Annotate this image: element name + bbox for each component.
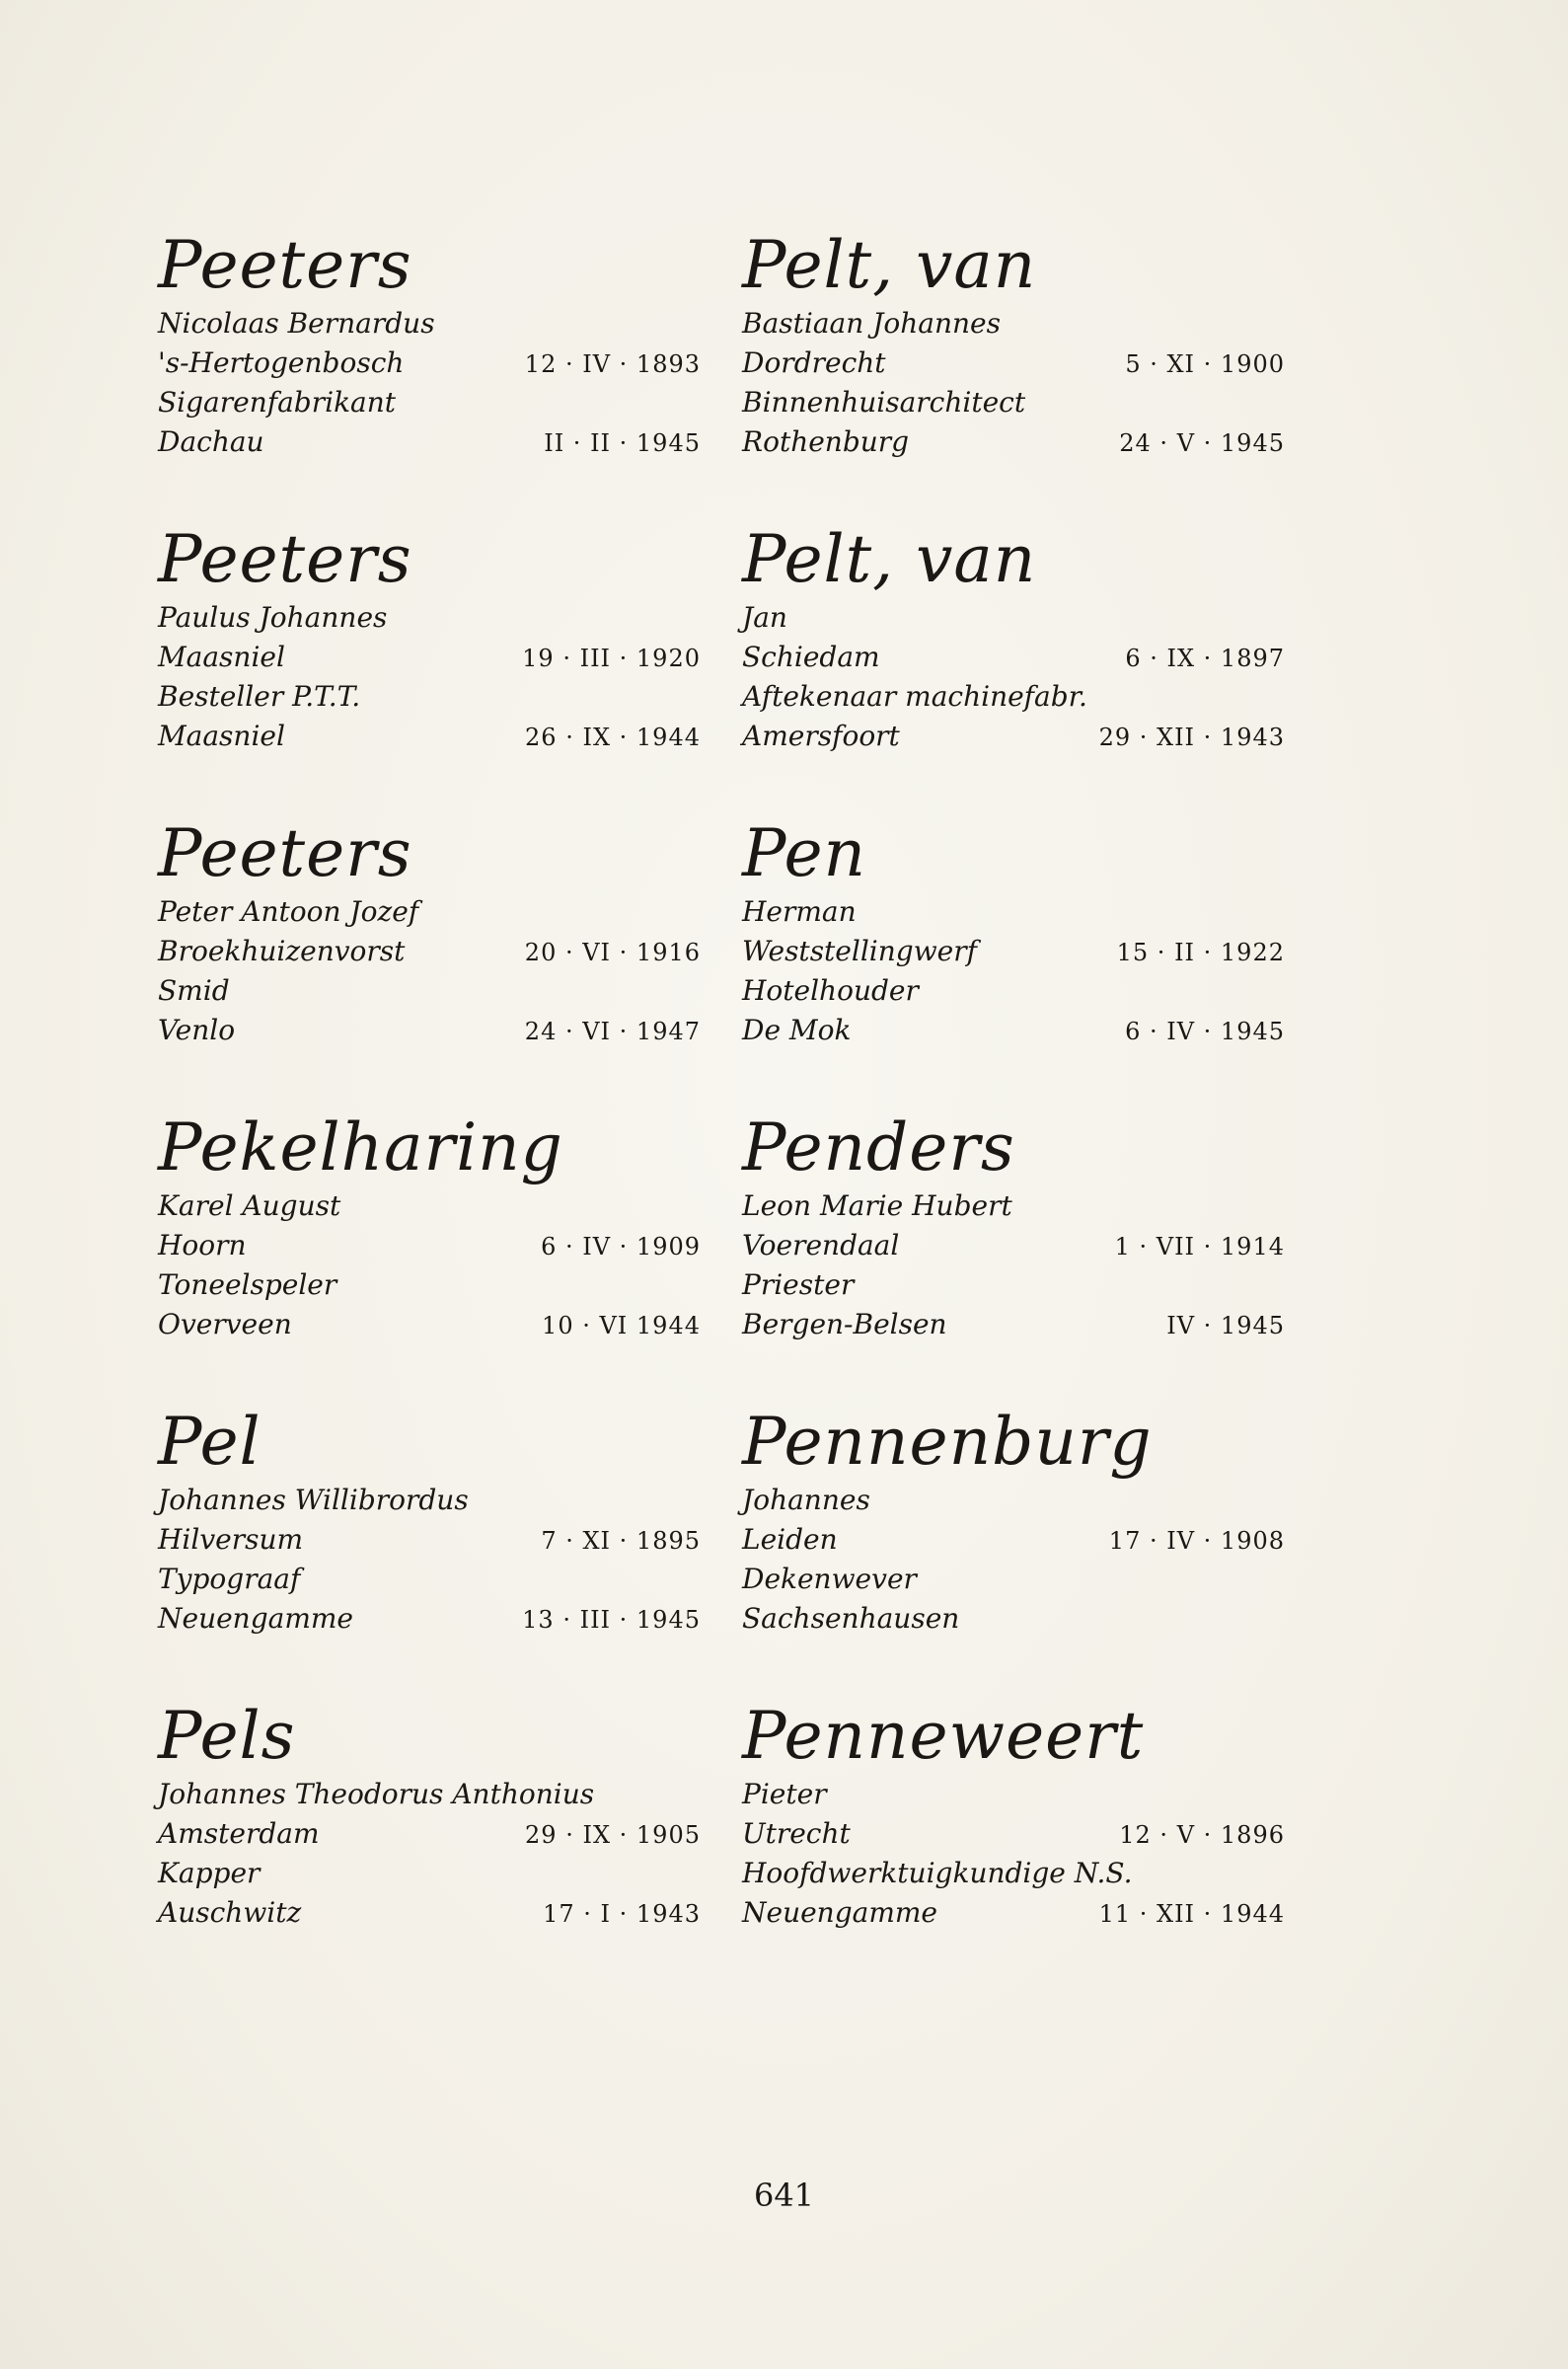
birth-date: 15 · II · 1922 — [1116, 939, 1285, 966]
death-date: II · II · 1945 — [544, 429, 701, 457]
memorial-entry — [158, 774, 710, 1068]
surname-heading: Peeters — [158, 521, 412, 597]
given-names-line — [742, 1186, 1295, 1226]
death-date: 10 · VI 1944 — [542, 1312, 701, 1339]
occupation: Priester — [742, 1268, 855, 1301]
surname-heading: Penders — [742, 1109, 1015, 1185]
given-names: Paulus Johannes — [158, 601, 388, 634]
death-place: Maasniel — [158, 720, 285, 752]
death-date: 29 · XII · 1943 — [1098, 724, 1285, 751]
occupation-line — [742, 677, 1295, 717]
memorial-entry — [158, 1656, 710, 1950]
memorial-entry — [158, 480, 710, 774]
occupation: Kapper — [158, 1857, 261, 1889]
given-names-line — [742, 892, 1295, 932]
memorial-entry — [742, 1362, 1295, 1656]
occupation: Typograaf — [158, 1563, 301, 1595]
given-names: Johannes Theodorus Anthonius — [158, 1778, 595, 1810]
occupation: Binnenhuisarchitect — [742, 386, 1026, 419]
death-place: Overveen — [158, 1308, 292, 1340]
occupation: Toneelspeler — [158, 1268, 337, 1301]
death-date: 17 · I · 1943 — [543, 1900, 701, 1928]
birth-line — [158, 1814, 710, 1854]
given-names-line — [158, 892, 710, 932]
birth-line — [742, 638, 1295, 677]
given-names-line — [742, 1775, 1295, 1814]
given-names-line — [158, 1481, 710, 1520]
birth-place: Broekhuizenvorst — [158, 935, 406, 967]
birth-place: Utrecht — [742, 1817, 851, 1850]
memorial-entry — [158, 186, 710, 480]
memorial-entry — [742, 186, 1295, 480]
death-place: Sachsenhausen — [742, 1602, 960, 1635]
given-names: Pieter — [742, 1778, 827, 1810]
birth-line — [158, 932, 710, 971]
death-date: IV · 1945 — [1166, 1312, 1285, 1339]
surname-heading: Pennenburg — [742, 1404, 1153, 1480]
given-names-line — [742, 598, 1295, 638]
death-date: 24 · VI · 1947 — [524, 1018, 701, 1045]
occupation-line — [742, 383, 1295, 422]
death-line — [158, 1599, 710, 1639]
memorial-entry — [742, 774, 1295, 1068]
death-line — [742, 422, 1295, 462]
birth-place: 's-Hertogenbosch — [158, 346, 405, 379]
death-place: Bergen-Belsen — [742, 1308, 947, 1340]
birth-line — [742, 1226, 1295, 1265]
given-names-line — [158, 1186, 710, 1226]
death-place: Amersfoort — [742, 720, 900, 752]
birth-place: Maasniel — [158, 641, 285, 673]
death-place: Auschwitz — [158, 1896, 302, 1929]
given-names: Herman — [742, 895, 857, 928]
death-place: De Mok — [742, 1014, 852, 1046]
given-names: Karel August — [158, 1189, 341, 1222]
surname-heading: Penneweert — [742, 1698, 1145, 1774]
memorial-entry — [742, 1068, 1295, 1362]
surname-heading: Peeters — [158, 227, 412, 303]
birth-line — [742, 344, 1295, 383]
given-names-line — [742, 1481, 1295, 1520]
given-names: Bastiaan Johannes — [742, 307, 1001, 340]
death-line — [158, 1011, 710, 1050]
occupation-line — [158, 1265, 710, 1305]
death-line — [158, 1893, 710, 1933]
occupation-line — [158, 677, 710, 717]
occupation: Hoofdwerktuigkundige N.S. — [742, 1857, 1133, 1889]
birth-line — [158, 638, 710, 677]
given-names-line — [158, 598, 710, 638]
death-date: 24 · V · 1945 — [1119, 429, 1285, 457]
surname-heading: Peeters — [158, 815, 412, 891]
occupation: Smid — [158, 974, 230, 1007]
death-line — [158, 1305, 710, 1344]
birth-date: 17 · IV · 1908 — [1108, 1527, 1285, 1555]
birth-date: 5 · XI · 1900 — [1125, 350, 1285, 378]
surname-heading: Pen — [742, 815, 867, 891]
birth-place: Hilversum — [158, 1523, 304, 1556]
given-names: Jan — [742, 601, 787, 634]
birth-date: 7 · XI · 1895 — [541, 1527, 701, 1555]
surname-heading: Pelt, van — [742, 521, 1037, 597]
death-place: Neuengamme — [742, 1896, 937, 1929]
birth-line — [158, 1520, 710, 1560]
death-place: Neuengamme — [158, 1602, 353, 1635]
occupation-line — [158, 383, 710, 422]
birth-date: 6 · IX · 1897 — [1125, 645, 1285, 672]
occupation: Besteller P.T.T. — [158, 680, 361, 713]
given-names: Nicolaas Bernardus — [158, 307, 435, 340]
surname-heading: Pekelharing — [158, 1109, 563, 1185]
birth-place: Hoorn — [158, 1229, 247, 1261]
memorial-entry — [158, 1068, 710, 1362]
occupation-line — [742, 1854, 1295, 1893]
occupation-line — [158, 1854, 710, 1893]
death-date: 6 · IV · 1945 — [1125, 1018, 1285, 1045]
birth-date: 1 · VII · 1914 — [1114, 1233, 1285, 1261]
death-line — [742, 1305, 1295, 1344]
surname-heading: Pel — [158, 1404, 261, 1480]
birth-line — [742, 1520, 1295, 1560]
left-column — [158, 186, 710, 1950]
death-place: Rothenburg — [742, 425, 910, 458]
occupation-line — [158, 971, 710, 1011]
birth-line — [158, 1226, 710, 1265]
given-names: Peter Antoon Jozef — [158, 895, 419, 928]
occupation: Aftekenaar machinefabr. — [742, 680, 1087, 713]
occupation-line — [742, 1265, 1295, 1305]
memorial-entry — [742, 1656, 1295, 1950]
given-names-line — [158, 1775, 710, 1814]
surname-heading: Pels — [158, 1698, 296, 1774]
given-names-line — [742, 304, 1295, 344]
birth-place: Schiedam — [742, 641, 880, 673]
birth-place: Voerendaal — [742, 1229, 900, 1261]
memorial-entry — [158, 1362, 710, 1656]
occupation: Hotelhouder — [742, 974, 919, 1007]
birth-date: 19 · III · 1920 — [522, 645, 701, 672]
death-place: Dachau — [158, 425, 264, 458]
birth-line — [158, 344, 710, 383]
occupation: Sigarenfabrikant — [158, 386, 397, 419]
birth-place: Dordrecht — [742, 346, 886, 379]
given-names: Leon Marie Hubert — [742, 1189, 1012, 1222]
birth-place: Leiden — [742, 1523, 838, 1556]
death-line — [742, 717, 1295, 756]
death-line — [742, 1893, 1295, 1933]
death-date: 26 · IX · 1944 — [525, 724, 701, 751]
occupation: Dekenwever — [742, 1563, 917, 1595]
birth-date: 29 · IX · 1905 — [525, 1821, 701, 1849]
birth-place: Amsterdam — [158, 1817, 320, 1850]
occupation-line — [742, 971, 1295, 1011]
memorial-entry — [742, 480, 1295, 774]
birth-date: 6 · IV · 1909 — [541, 1233, 701, 1261]
death-line — [158, 422, 710, 462]
given-names: Johannes Willibrordus — [158, 1484, 469, 1516]
birth-line — [742, 932, 1295, 971]
death-line — [742, 1599, 1295, 1639]
occupation-line — [158, 1560, 710, 1599]
death-place: Venlo — [158, 1014, 236, 1046]
death-date: 11 · XII · 1944 — [1098, 1900, 1285, 1928]
right-column — [742, 186, 1295, 1950]
birth-date: 12 · V · 1896 — [1119, 1821, 1285, 1849]
death-date: 13 · III · 1945 — [522, 1606, 701, 1634]
death-line — [158, 717, 710, 756]
occupation-line — [742, 1560, 1295, 1599]
birth-line — [742, 1814, 1295, 1854]
given-names: Johannes — [742, 1484, 870, 1516]
surname-heading: Pelt, van — [742, 227, 1037, 303]
birth-place: Weststellingwerf — [742, 935, 977, 967]
birth-date: 12 · IV · 1893 — [524, 350, 701, 378]
death-line — [742, 1011, 1295, 1050]
birth-date: 20 · VI · 1916 — [524, 939, 701, 966]
given-names-line — [158, 304, 710, 344]
page-number: 641 — [753, 2177, 815, 2214]
